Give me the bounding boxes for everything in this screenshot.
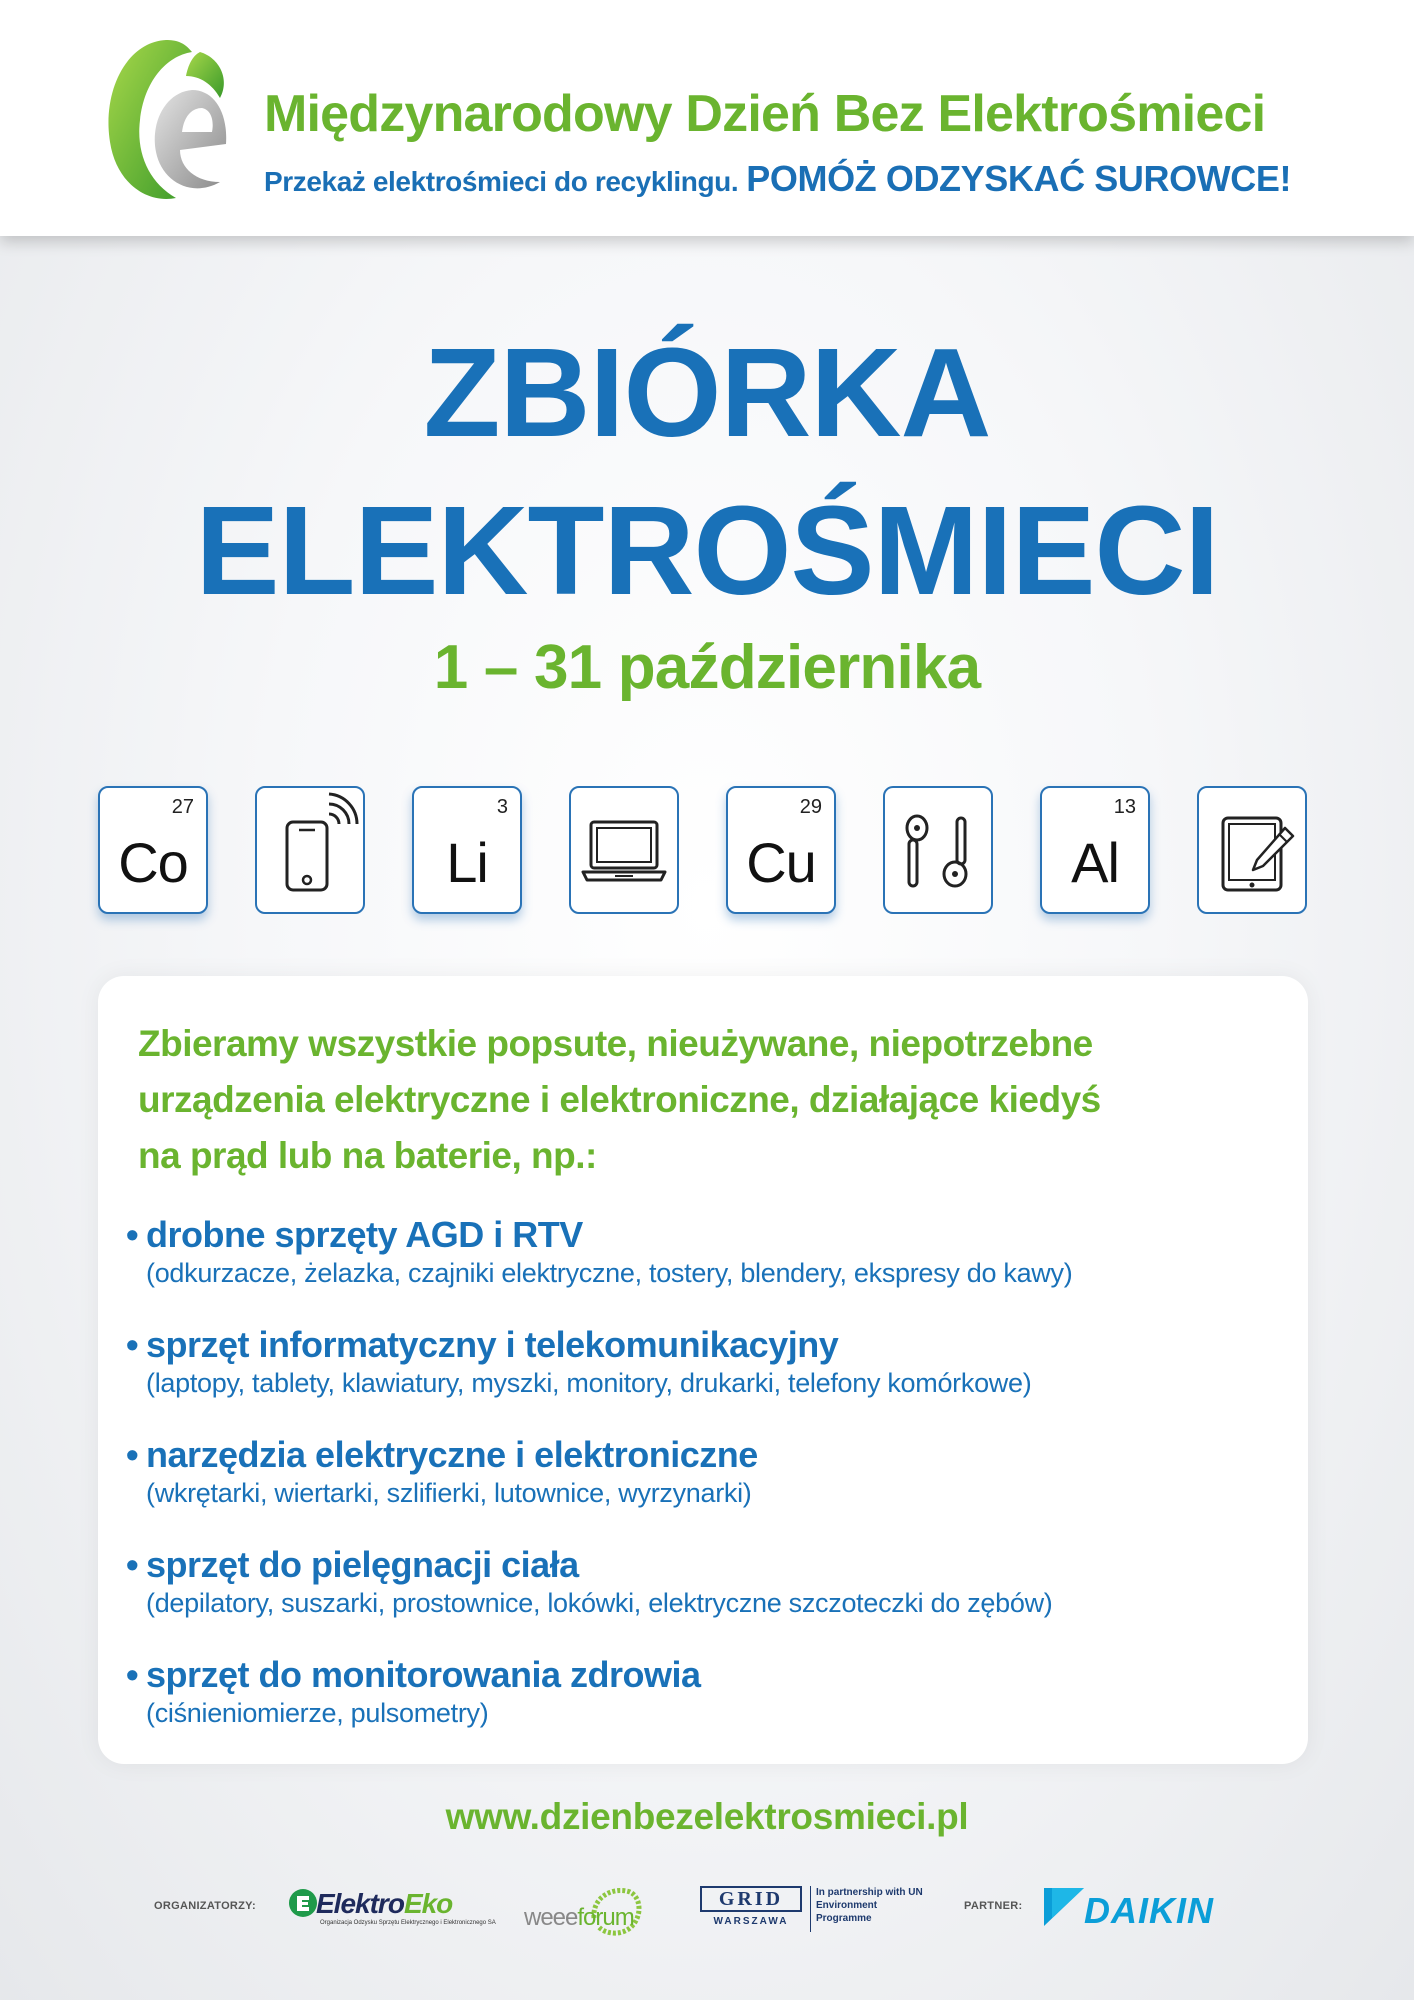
elektroeko-word-green: Eko [403, 1888, 453, 1919]
item-heading: sprzęt do pielęgnacji ciała [146, 1544, 579, 1585]
item-heading: sprzęt do monitorowania zdrowia [146, 1654, 701, 1695]
info-panel [98, 976, 1308, 1764]
grid-city: WARSZAWA [713, 1916, 789, 1927]
list-item [126, 1544, 1296, 1619]
intro-line: Zbieramy wszystkie popsute, nieużywane, niepotrzebne [138, 1023, 1093, 1064]
smartphone-icon [257, 788, 363, 912]
element-tiles [98, 786, 1308, 916]
list-item [126, 1434, 1296, 1509]
device-tile-earbuds [883, 786, 993, 914]
element-tile-copper [726, 786, 836, 914]
divider [810, 1886, 811, 1932]
earbuds-icon [885, 788, 991, 912]
element-tile-cobalt [98, 786, 208, 914]
item-detail: (odkurzacze, żelazka, czajniki elektryczne, tostery, blendery, ekspresy do kawy) [146, 1258, 1073, 1288]
laptop-icon [571, 788, 677, 912]
list-item [126, 1324, 1296, 1399]
header-subtitle-big: POMÓŻ ODZYSKAĆ SUROWCE! [746, 158, 1292, 199]
header-subtitle-small: Przekaż elektrośmieci do recyklingu. [264, 166, 739, 197]
collection-dates: 1 – 31 października [433, 633, 981, 702]
elektroeko-logo [288, 1886, 496, 1930]
atomic-number: 29 [799, 796, 822, 818]
element-symbol: Li [446, 831, 488, 894]
elektroeko-tagline: Organizacja Odzysku Sprzętu Elektrycznego i Elektronicznego SA [320, 1920, 496, 1926]
ee-logo-icon [96, 32, 236, 208]
item-heading: drobne sprzęty AGD i RTV [146, 1214, 583, 1255]
bullet-icon: • [126, 1544, 139, 1585]
item-heading: narzędzia elektryczne i elektroniczne [146, 1434, 758, 1475]
forum-word: forum [577, 1904, 634, 1931]
daikin-triangle-icon [1042, 1884, 1086, 1928]
header-title: Międzynarodowy Dzień Bez Elektrośmieci [264, 85, 1266, 143]
element-tile-lithium [412, 786, 522, 914]
bullet-icon: • [126, 1324, 139, 1365]
item-heading: sprzęt informatyczny i telekomunikacyjny [146, 1324, 839, 1365]
organizers-label: ORGANIZATORZY: [154, 1900, 256, 1912]
device-tile-laptop [569, 786, 679, 914]
element-symbol: Al [1071, 831, 1119, 894]
elektroeko-word: Elektro [316, 1888, 404, 1919]
intro-text [138, 1016, 1278, 1184]
grid-warszawa-logo [700, 1886, 923, 1936]
daikin-logo [1042, 1882, 1262, 1932]
list-item [126, 1214, 1296, 1289]
device-tile-smartphone [255, 786, 365, 914]
partner-label: PARTNER: [964, 1900, 1023, 1912]
website-link[interactable]: www.dzienbezelektrosmieci.pl [445, 1796, 969, 1837]
weee-word: weee [524, 1904, 578, 1931]
bullet-icon: • [126, 1214, 139, 1255]
tablet-icon [1199, 788, 1305, 912]
intro-line: urządzenia elektryczne i elektroniczne, działające kiedyś [138, 1079, 1101, 1120]
element-symbol: Co [118, 831, 188, 894]
main-title-line2: ELEKTROŚMIECI [195, 480, 1219, 621]
weeeforum-logo [524, 1882, 646, 1942]
element-tile-aluminium [1040, 786, 1150, 914]
atomic-number: 27 [171, 796, 194, 818]
grid-partnership-text: In partnership with UN Environment Programme [816, 1887, 923, 1924]
intro-line: na prąd lub na baterie, np.: [138, 1135, 597, 1176]
header-banner [0, 0, 1414, 236]
bullet-icon: • [126, 1434, 139, 1475]
footer-logos [0, 1872, 1414, 1942]
atomic-number: 13 [1113, 796, 1136, 818]
elektroeko-mark-icon [288, 1888, 318, 1918]
item-detail: (laptopy, tablety, klawiatury, myszki, monitory, drukarki, telefony komórkowe) [146, 1368, 1032, 1398]
daikin-word: DAIKIN [1084, 1890, 1214, 1931]
bullet-icon: • [126, 1654, 139, 1695]
item-detail: (depilatory, suszarki, prostownice, lokówki, elektryczne szczoteczki do zębów) [146, 1588, 1053, 1618]
grid-word: GRID [700, 1886, 802, 1912]
list-item [126, 1654, 1296, 1729]
item-detail: (wkrętarki, wiertarki, szlifierki, lutownice, wyrzynarki) [146, 1478, 752, 1508]
header-subtitle [264, 158, 1394, 200]
atomic-number: 3 [496, 796, 508, 818]
main-title-line1: ZBIÓRKA [423, 322, 991, 463]
item-detail: (ciśnieniomierze, pulsometry) [146, 1698, 489, 1728]
device-tile-tablet [1197, 786, 1307, 914]
element-symbol: Cu [746, 831, 816, 894]
